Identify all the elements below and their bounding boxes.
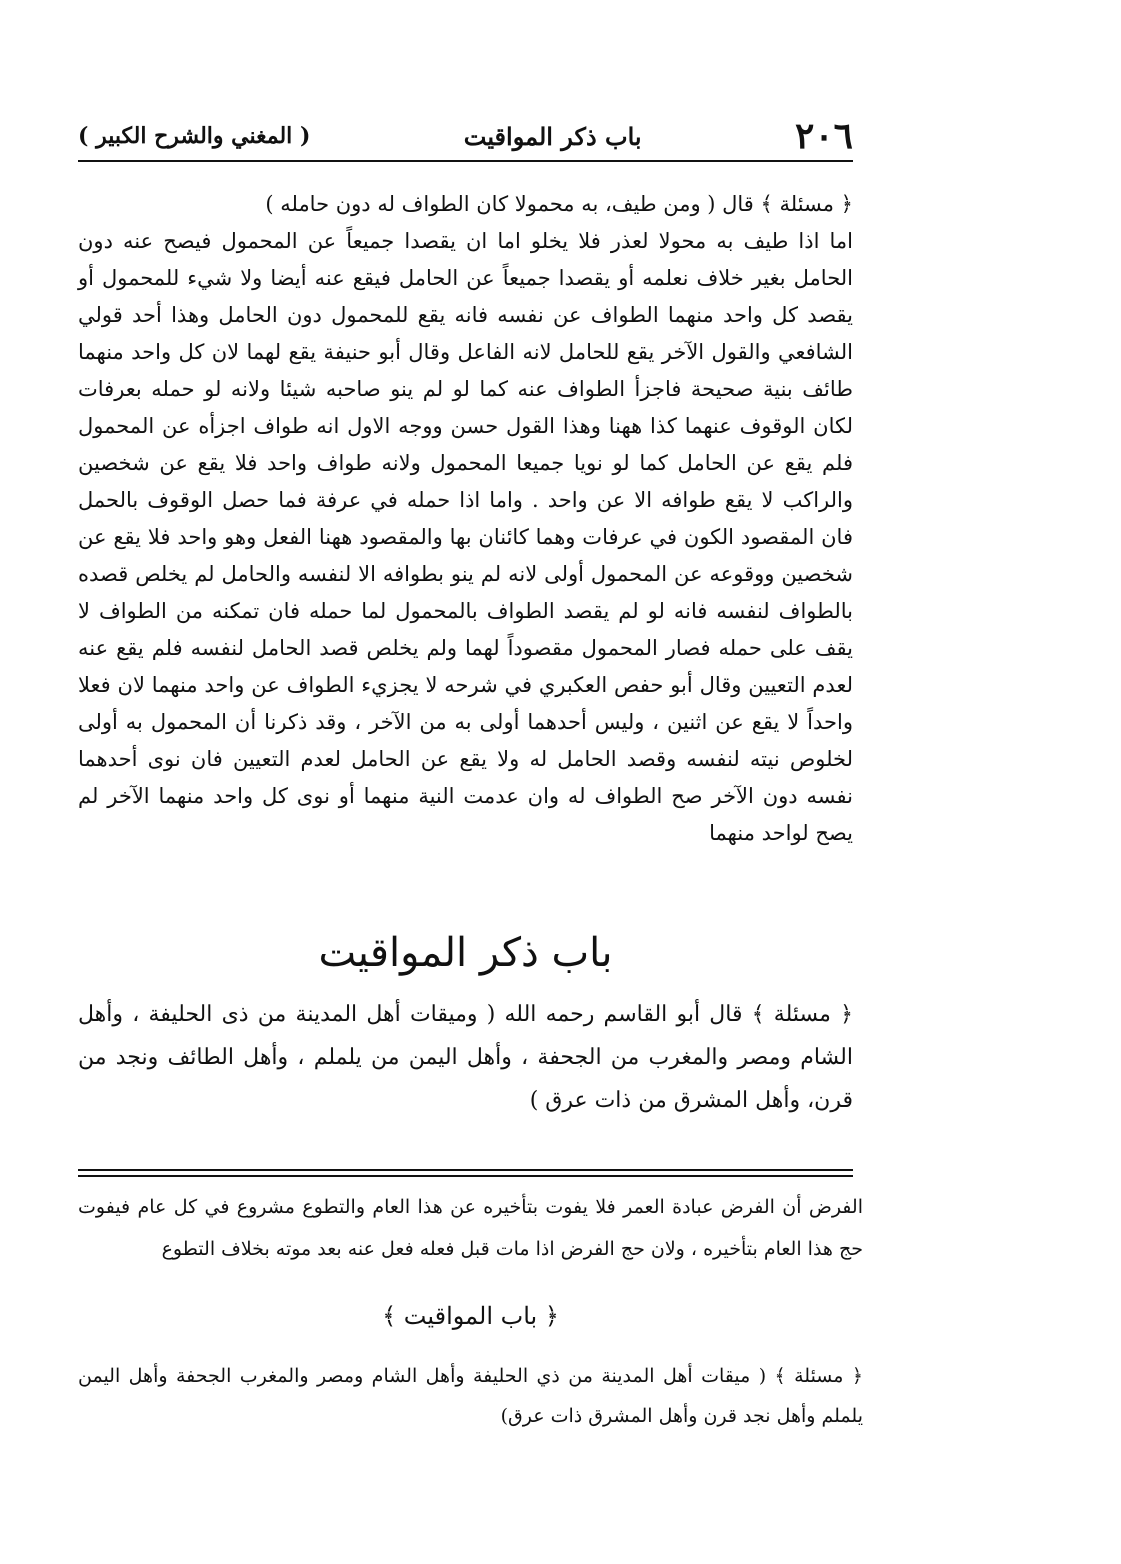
- footnote-divider: [78, 1169, 853, 1177]
- sharh-footnote: [78, 1186, 863, 1270]
- footnote-paragraph: الفرض أن الفرض عبادة العمر فلا يفوت بتأخيره عن هذا العام والتطوع مشروع في كل عام فيفوت حج هذا العام بتأخيره ، ولان حج الفرض اذا مات قبل فعله فعل عنه بعد موته بخلاف التطوع: [78, 1196, 863, 1260]
- commentary-paragraph: اما اذا طيف به محولا لعذر فلا يخلو اما ان يقصدا جميعاً عن المحمول فيصح عنه دون الحامل بغير خلاف نعلمه أو يقصدا جميعاً عن الحامل فيقع عنه أيضا ولا شيء للمحمول أو يقصد كل واحد منهما الطواف عن نفسه فانه يقع للمحمول دون الحامل وهذا أحد قولي الشافعي والقول الآخر يقع للحامل لانه الفاعل وقال أبو حنيفة يقع لهما لان كل واحد منهما طائف بنية صحيحة فاجزأ الطواف عنه كما لو لم ينو صاحبه شيئا ولانه لو حمله بعرفات لكان الوقوف عنهما كذا ههنا وهذا القول حسن ووجه الاول انه طواف اجزأه عن المحمول فلم يقع عن الحامل كما لو نويا جميعا المحمول ولانه طواف واحد فلا يقع عن شخصين والراكب لا يقع طوافه الا عن واحد . واما اذا حمله في عرفة فما حصل الوقوف بالحمل فان المقصود الكون في عرفات وهما كائنان بها والمقصود ههنا الفعل وهو واحد فلا يقع عن شخصين ووقوعه عن المحمول أولى لانه لم ينو بطوافه الا لنفسه والحامل لم يخلص قصده بالطواف لنفسه فانه لو لم يقصد الطواف بالمحمول لما حمله فان تمكنه من الطواف لا يقف على حمله فصار المحمول مقصوداً لهما ولم يخلص قصد الحامل لنفسه فلم يقع عنه لعدم التعيين وقال أبو حفص العكبري في شرحه لا يجزيء الطواف عن واحد منهما لان فعلا واحداً لا يقع عن اثنين ، وليس أحدهما أولى به من الآخر ، وقد ذكرنا أن المحمول به أولى لخلوص نيته لنفسه وقصد الحامل له ولا يقع عن الحامل لعدم التعيين فان نوى أحدهما نفسه دون الآخر صح الطواف له وان عدمت النية منهما أو نوى كل واحد منهما الآخر لم يصح لواحد منهما: [78, 229, 853, 845]
- masala-statement: ﴿ مسئلة ﴾ قال ( ومن طيف، به محمولا كان الطواف له دون حامله ): [265, 192, 853, 216]
- page-number: ٢٠٦: [794, 115, 853, 157]
- running-section-title: باب ذكر المواقيت: [463, 121, 642, 151]
- main-body-text: [78, 186, 853, 852]
- chapter-title: باب ذكر المواقيت: [318, 930, 613, 976]
- footnote-chapter-heading: ﴿ باب المواقيت ﴾: [382, 1302, 559, 1330]
- header-rule: [78, 160, 853, 162]
- footnote-masala: ﴿ مسئلة ﴾ ( ميقات أهل المدينة من ذي الحليفة وأهل الشام ومصر والمغرب الجحفة وأهل اليمن يلملم وأهل نجد قرن وأهل المشرق ذات عرق): [78, 1365, 863, 1427]
- footnote-masala-block: [78, 1356, 863, 1436]
- page-header: [78, 112, 853, 160]
- running-book-title: ( المغني والشرح الكبير ): [78, 123, 311, 149]
- chapter-opening-text: [78, 993, 853, 1122]
- chapter-masala: ﴿ مسئلة ﴾ قال أبو القاسم رحمه الله ( وميقات أهل المدينة من ذى الحليفة ، وأهل الشام ومصر والمغرب من الجحفة ، وأهل اليمن من يلملم ، وأهل الطائف ونجد من قرن، وأهل المشرق من ذات عرق ): [78, 1002, 853, 1113]
